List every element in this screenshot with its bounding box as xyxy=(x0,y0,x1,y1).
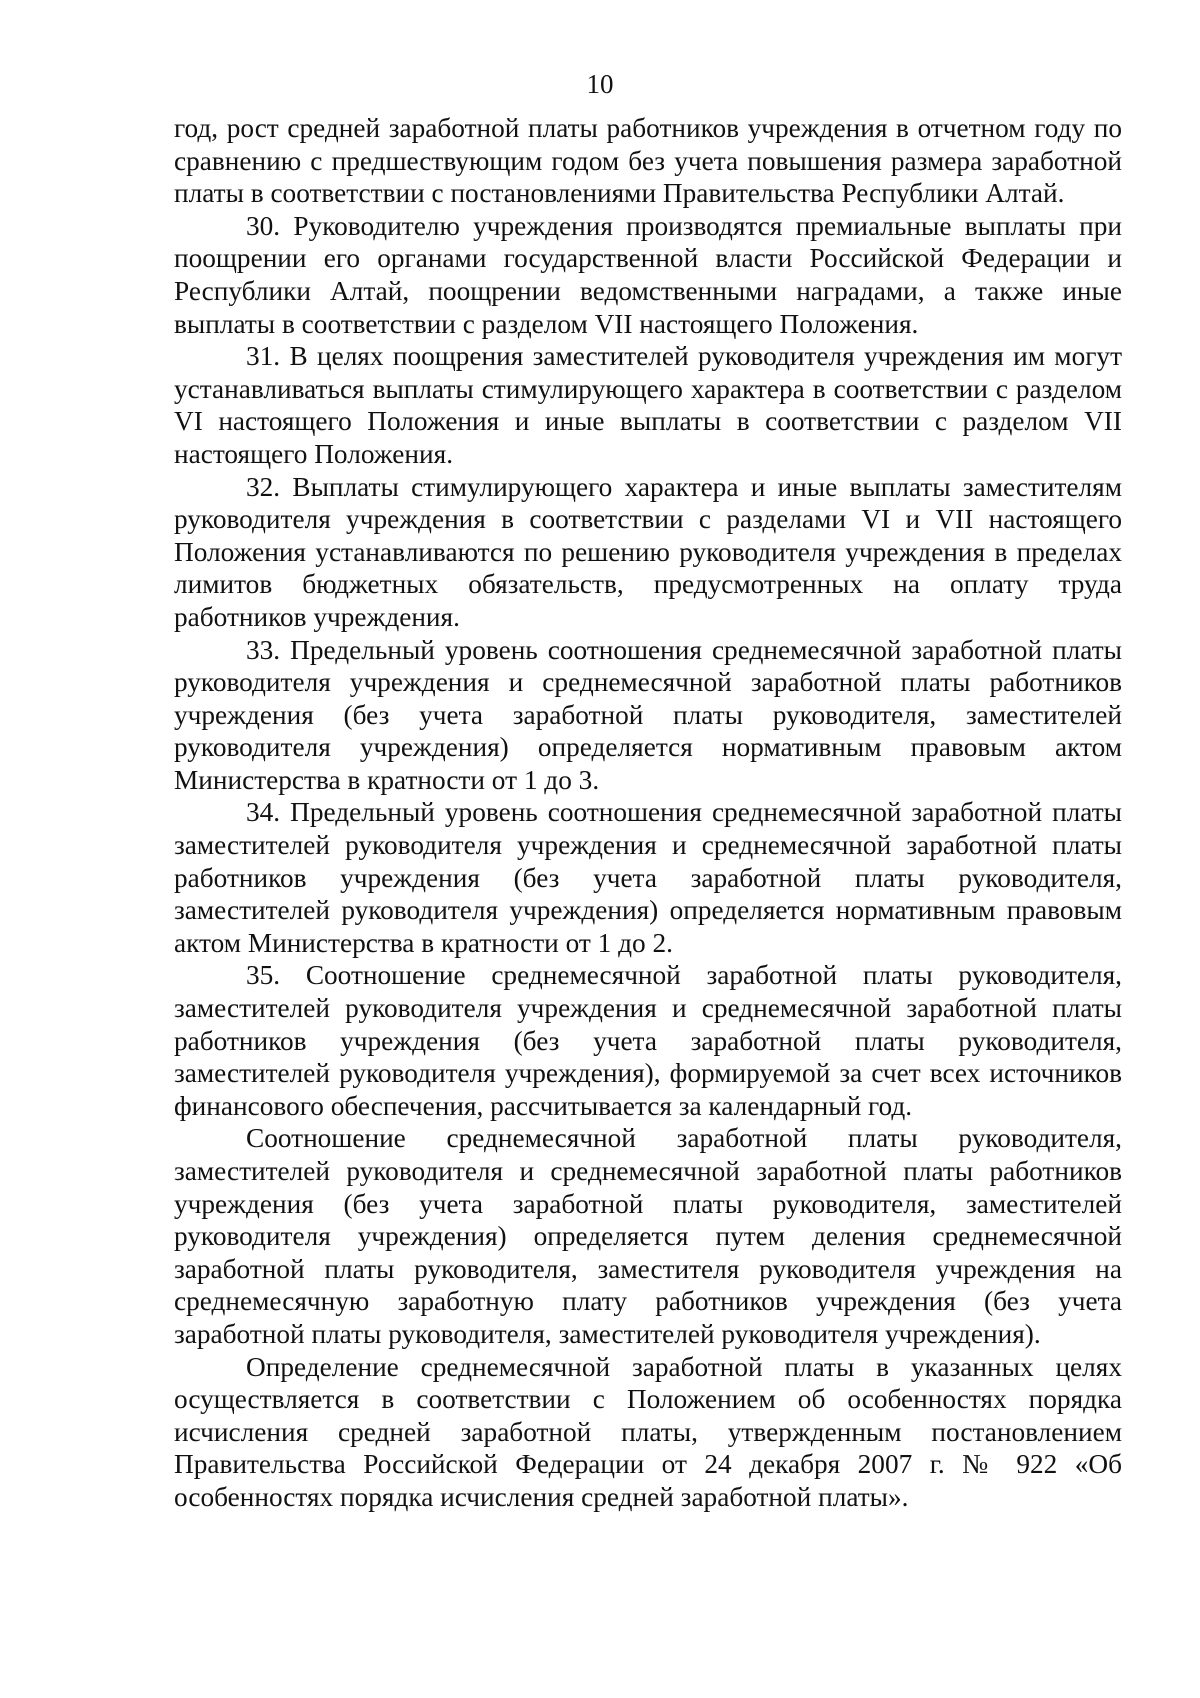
paragraph-33: 33. Предельный уровень соотношения среднемесячной заработной платы руководителя учреждения и среднемесячной заработной платы работников учреждения (без учета заработной платы руководителя, заместителей руководителя учреждения) определяется нормативным правовым актом Министерства в кратности от 1 до 3. xyxy=(174,634,1122,795)
paragraph-32: 32. Выплаты стимулирующего характера и иные выплаты заместителям руководителя учреждения в соответствии с разделами VI и VII настоящего Положения устанавливаются по решению руководителя учреждения в пределах лимитов бюджетных обязательств, предусмотренных на оплату труда работников учреждения. xyxy=(174,471,1122,632)
paragraph-35: 35. Соотношение среднемесячной заработной платы руководителя, заместителей руководителя учреждения и среднемесячной заработной платы работников учреждения (без учета заработной платы руководителя, заместителей руководителя учреждения), формируемой за счет всех источников финансового обеспечения, рассчитывается за календарный год. xyxy=(174,960,1122,1121)
paragraph-30: 30. Руководителю учреждения производятся премиальные выплаты при поощрении его органами государственной власти Российской Федерации и Республики Алтай, поощрении ведомственными наградами, а также иные выплаты в соответствии с разделом VII настоящего Положения. xyxy=(174,210,1122,339)
paragraph-31: 31. В целях поощрения заместителей руководителя учреждения им могут устанавливаться выплаты стимулирующего характера в соответствии с разделом VI настоящего Положения и иные выплаты в соответствии с разделом VII настоящего Положения. xyxy=(174,341,1122,469)
paragraph-salary-calculation: Определение среднемесячной заработной платы в указанных целях осуществляется в соответствии с Положением об особенностях порядка исчисления средней заработной платы, утвержденным постановлением Правительства Российской Федерации от 24 декабря 2007 г. № 922 «Об особенностях порядка исчисления средней заработной платы». xyxy=(174,1351,1122,1512)
paragraph-continuation: год, рост средней заработной платы работников учреждения в отчетном году по сравнению с предшествующим годом без учета повышения размера заработной платы в соответствии с постановлениями Правительства Республики Алтай. xyxy=(174,113,1122,209)
document-body xyxy=(174,112,1122,1514)
page-number: 10 xyxy=(586,69,614,99)
paragraph-ratio-definition: Соотношение среднемесячной заработной платы руководителя, заместителей руководителя и среднемесячной заработной платы работников учреждения (без учета заработной платы руководителя, заместителей руководителя учреждения) определяется путем деления среднемесячной заработной платы руководителя, заместителя руководителя учреждения на среднемесячную заработную плату работников учреждения (без учета заработной платы руководителя, заместителей руководителя учреждения). xyxy=(174,1123,1122,1349)
paragraph-34: 34. Предельный уровень соотношения среднемесячной заработной платы заместителей руководителя учреждения и среднемесячной заработной платы работников учреждения (без учета заработной платы руководителя, заместителей руководителя учреждения) определяется нормативным правовым актом Министерства в кратности от 1 до 2. xyxy=(174,797,1122,958)
